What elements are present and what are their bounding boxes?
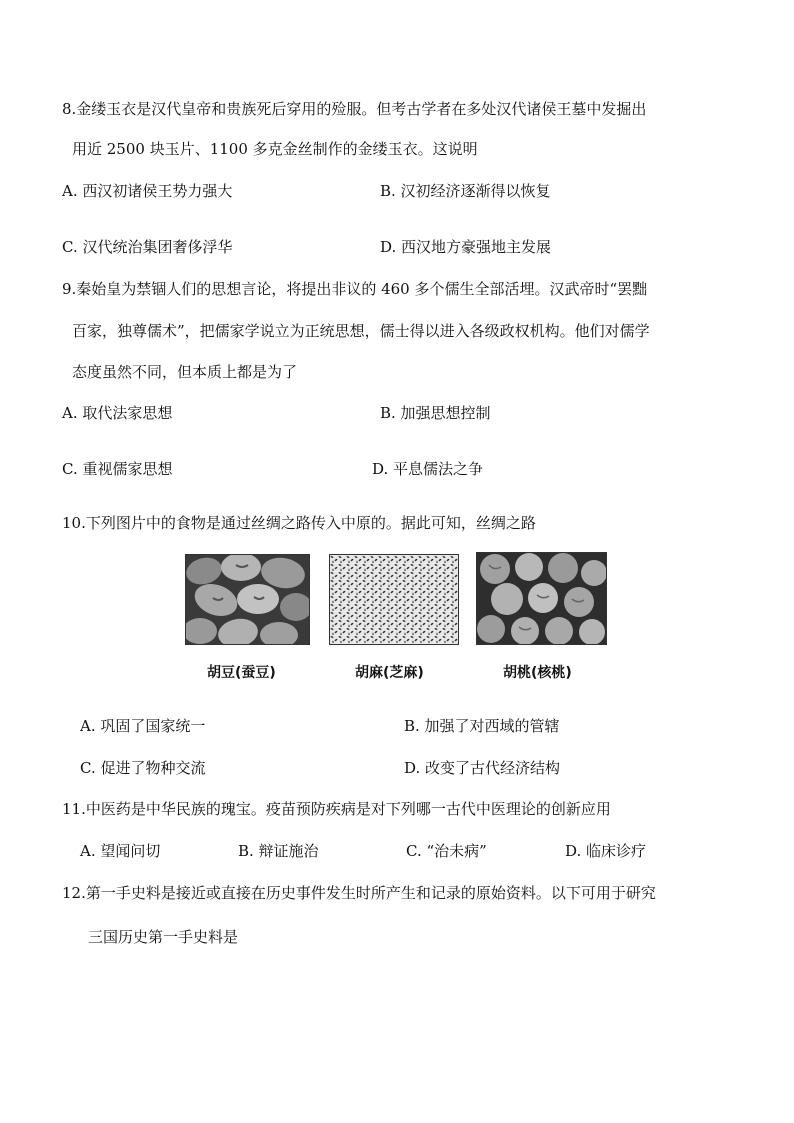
q8-option-d: D. 西汉地方豪强地主发展 — [380, 238, 552, 256]
q8-stem-line1: 8.金缕玉衣是汉代皇帝和贵族死后穿用的殓服。但考古学者在多处汉代诸侯王墓中发掘出 — [62, 100, 647, 118]
q9-option-a: A. 取代法家思想 — [62, 404, 173, 422]
q11-stem: 11.中医药是中华民族的瑰宝。疫苗预防疾病是对下列哪一古代中医理论的创新应用 — [62, 800, 611, 818]
q8-option-a: A. 西汉初诸侯王势力强大 — [62, 182, 233, 200]
q9-stem-line1: 9.秦始皇为禁锢人们的思想言论，将提出非议的 460 多个儒生全部活埋。汉武帝时“罢黜 — [62, 280, 648, 298]
q9-stem-line2: 百家，独尊儒术”，把儒家学说立为正统思想，儒士得以进入各级政权机构。他们对儒学 — [72, 322, 650, 340]
q10-option-a: A. 巩固了国家统一 — [80, 717, 206, 735]
q12-stem-line1: 12.第一手史料是接近或直接在历史事件发生时所产生和记录的原始资料。以下可用于研究 — [62, 884, 656, 902]
q9-option-c: C. 重视儒家思想 — [62, 460, 173, 478]
q8-option-c: C. 汉代统治集团奢侈浮华 — [62, 238, 233, 256]
walnut-caption: 胡桃(核桃) — [503, 665, 572, 681]
broad-bean-caption: 胡豆(蚕豆) — [207, 665, 276, 681]
q12-stem-line2: 三国历史第一手史料是 — [88, 928, 239, 946]
q9-option-b: B. 加强思想控制 — [380, 404, 491, 422]
q10-option-b: B. 加强了对西域的管辖 — [404, 717, 560, 735]
broad-bean-photo — [185, 554, 310, 645]
q10-stem: 10.下列图片中的食物是通过丝绸之路传入中原的。据此可知，丝绸之路 — [62, 514, 536, 532]
q11-option-b: B. 辩证施治 — [238, 842, 319, 860]
sesame-photo — [329, 554, 459, 645]
q9-stem-line3: 态度虽然不同，但本质上都是为了 — [72, 363, 298, 381]
q9-option-d: D. 平息儒法之争 — [372, 460, 484, 478]
q8-stem-line2: 用近 2500 块玉片、1100 多克金丝制作的金缕玉衣。这说明 — [72, 140, 478, 158]
sesame-caption: 胡麻(芝麻) — [355, 665, 424, 681]
q11-option-d: D. 临床诊疗 — [565, 842, 647, 860]
walnut-photo — [476, 552, 607, 645]
q10-option-c: C. 促进了物种交流 — [80, 759, 206, 777]
q11-option-a: A. 望闻问切 — [80, 842, 161, 860]
q8-option-b: B. 汉初经济逐渐得以恢复 — [380, 182, 551, 200]
q11-option-c: C. “治未病” — [406, 842, 487, 860]
q10-option-d: D. 改变了古代经济结构 — [404, 759, 561, 777]
